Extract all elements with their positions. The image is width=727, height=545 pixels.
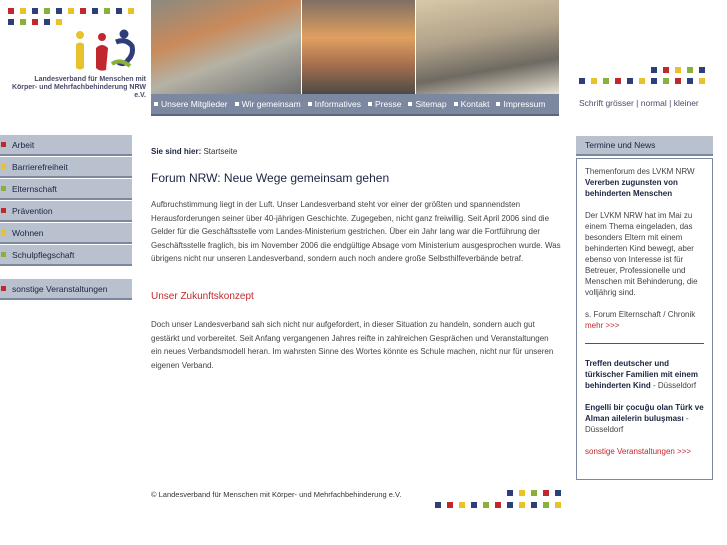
news-item2-title[interactable]: Treffen deutscher und türkischer Familien mit einem behinderten Kind [585,359,698,390]
breadcrumb-prefix: Sie sind hier: [151,147,202,156]
sidebar-item-arbeit[interactable] [0,135,132,156]
news-item1-ref: s. Forum Elternschaft / Chronik [585,310,696,319]
news-divider [585,343,704,344]
logo-figures-icon [72,28,136,74]
news-panel-header: Termine und News [576,136,713,156]
sidebar-marker-icon [1,164,6,169]
logo-org-line2: Körper- und Mehrfachbehinderung NRW e.V. [11,84,146,99]
news-item3-title[interactable]: Engelli bir çocuğu olan Türk ve Alman ailelerin buluşması [585,403,704,423]
photo-banner [151,0,559,94]
sidebar-item-label: Elternschaft [12,183,57,194]
font-separator: | [636,98,639,108]
news-item1-intro: Themenforum des LVKM NRW [585,167,695,176]
sidebar-item-label: Prävention [12,205,53,216]
intro-paragraph: Aufbruchstimmung liegt in der Luft. Unser Landesverband steht vor einer der größten und spannendsten Herausforderungen seiner über 40-jährigen Geschichte. Zugegeben, nicht ganz freiwillig. Seit April 2006 sind die Gelder für die Geschäftsstelle vom Landes-Ministerium gestrichen. Über ein Jahr lang war die Fortführung der Geschäftsstelle fraglich, bis im November 2006 die endgültige Absage vom Ministerium ausgesprochen wurde. Was übrigens nicht nur unseren Landesverband, sondern auch noch andere große Selbsthilfeverbände betraf. [151,200,561,263]
sidebar-marker-icon [1,208,6,213]
sidebar-item-label: Schulpflegschaft [12,249,75,260]
font-separator: | [669,98,672,108]
nav-label: Presse [374,99,402,109]
font-larger-link[interactable]: Schrift grösser [579,98,634,108]
sidebar-marker-icon [1,230,6,235]
news-events-link[interactable]: sonstige Veranstaltungen >>> [585,447,692,456]
concept-paragraph: Doch unser Landesverband sah sich nicht nur aufgefordert, in dieser Situation zu handeln, sondern auch gut gestärkt und vorbereitet. Seit Anfang vergangenen Jahres reifte in zahlreichen Gesprächen und Veranstaltungen ein neues Verbandsmodell heran. Im wahrsten Sinne des Wortes könnte es Schule machen, nicht nur für unseren eigenen Verband. [151,320,554,370]
font-size-controls [579,98,699,108]
nav-bullet-icon [154,102,158,106]
section-heading: Unser Zukunftskonzept [151,291,254,302]
banner-photo-meeting [416,0,559,94]
logo-org-name [0,76,146,100]
news-item2-place: - Düsseldorf [653,381,697,390]
sidebar-item-schulpflegschaft[interactable] [0,245,132,266]
page-title: Forum NRW: Neue Wege gemeinsam gehen [151,171,390,185]
nav-bullet-icon [308,102,312,106]
breadcrumb-current[interactable]: Startseite [203,147,238,156]
nav-label: Informatives [314,99,361,109]
news-panel [576,158,713,480]
sidebar-item-barrierefreiheit[interactable] [0,157,132,178]
news-item1-title: Vererben zugunsten von behinderten Menschen [585,178,678,198]
logo-org-line1: Landesverband für Menschen mit [34,76,146,83]
font-normal-link[interactable]: normal [640,98,667,108]
nav-bullet-icon [235,102,239,106]
nav-wir-gemeinsam[interactable] [232,99,305,109]
sidebar-item-elternschaft[interactable] [0,179,132,200]
nav-unsere-mitglieder[interactable] [151,99,232,109]
sidebar-item-sonstige-veranstaltungen[interactable] [0,279,132,300]
banner-photo-people [302,0,415,94]
sidebar-marker-icon [1,252,6,257]
nav-sitemap[interactable] [405,99,450,109]
sidebar-item-label: Barrierefreiheit [12,161,68,172]
nav-informatives[interactable] [305,99,365,109]
news-item1-more-link[interactable]: mehr >>> [585,321,620,330]
news-item1-body: Der LVKM NRW hat im Mai zu einem Thema eingeladen, das besonders Eltern mit einem behinderten Kind bewegt, aber ebenso von Interesse ist für Betreuer, Professionelle und Menschen mit Behinderung, die volljährig sind. [585,211,698,297]
footer-copyright: © Landesverband für Menschen mit Körper- und Mehrfachbehinderung e.V. [151,490,402,499]
nav-label: Unsere Mitglieder [161,99,228,109]
nav-underline [151,114,559,116]
nav-bullet-icon [408,102,412,106]
nav-label: Wir gemeinsam [241,99,301,109]
nav-bullet-icon [454,102,458,106]
nav-label: Kontakt [460,99,490,109]
sidebar-item-label: Arbeit [12,139,35,150]
banner-photo-group [151,0,301,94]
logo[interactable] [72,28,136,74]
breadcrumb [151,147,237,156]
font-smaller-link[interactable]: kleiner [673,98,699,108]
sidebar-item-label: Wohnen [12,227,44,238]
main-nav [151,94,559,114]
sidebar-item-praevention[interactable] [0,201,132,222]
nav-presse[interactable] [365,99,405,109]
nav-impressum[interactable] [493,99,549,109]
nav-label: Impressum [503,99,546,109]
sidebar-marker-icon [1,286,6,291]
nav-label: Sitemap [415,99,447,109]
sidebar-item-label: sonstige Veranstaltungen [12,283,108,294]
nav-kontakt[interactable] [451,99,494,109]
news-item3-place: - Düsseldorf [585,414,689,434]
sidebar-marker-icon [1,142,6,147]
sidebar-marker-icon [1,186,6,191]
nav-bullet-icon [496,102,500,106]
sidebar-item-wohnen[interactable] [0,223,132,244]
nav-bullet-icon [368,102,372,106]
